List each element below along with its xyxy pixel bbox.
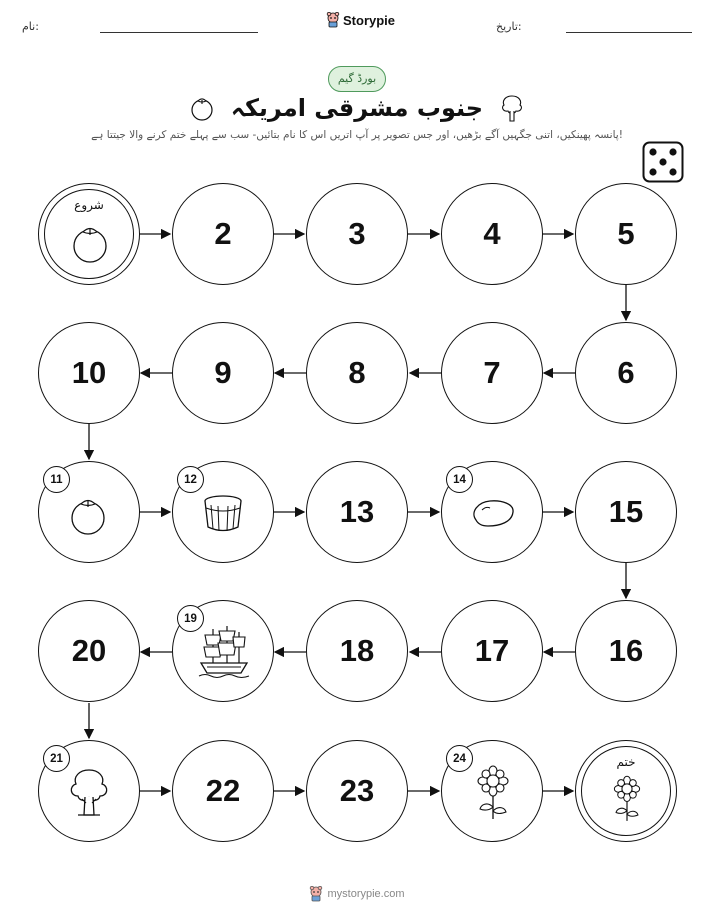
space-number: 3 — [348, 216, 366, 251]
page-title: جنوب مشرقی امریکہ — [230, 94, 484, 122]
peach-icon — [67, 492, 109, 536]
board-game-badge: بورڈ گیم — [328, 66, 386, 92]
space-number: 15 — [608, 494, 644, 529]
board-space — [575, 322, 677, 424]
name-line — [100, 32, 258, 33]
peanut-icon — [468, 496, 518, 530]
peach-icon — [189, 94, 215, 122]
space-number: 7 — [483, 355, 501, 390]
brand-logo — [326, 12, 395, 28]
board-space — [172, 183, 274, 285]
ship-icon — [197, 623, 251, 679]
start-label: شروع — [74, 198, 104, 212]
board-space — [441, 322, 543, 424]
storypie-mascot-icon — [309, 886, 323, 902]
dice-five-icon — [642, 141, 684, 183]
board-space — [38, 600, 140, 702]
brand-name: Storypie — [343, 12, 396, 28]
board-space — [441, 600, 543, 702]
space-number: 4 — [483, 216, 501, 251]
picture-space — [38, 461, 140, 563]
storypie-mascot-icon — [326, 12, 340, 28]
space-number: 9 — [214, 355, 232, 390]
name-label: نام: — [22, 20, 39, 33]
space-badge: 21 — [43, 745, 70, 772]
board-space — [306, 183, 408, 285]
start-space — [38, 183, 140, 285]
board-space — [306, 600, 408, 702]
picture-space — [441, 740, 543, 842]
picture-space — [441, 461, 543, 563]
footer-url[interactable]: mystorypie.com — [327, 888, 405, 900]
date-label: تاریخ: — [496, 20, 522, 33]
finish-label: ختم — [616, 755, 636, 769]
picture-space — [38, 740, 140, 842]
space-badge: 12 — [177, 466, 204, 493]
space-number: 10 — [71, 355, 107, 390]
drum-icon — [201, 494, 245, 534]
space-number: 8 — [348, 355, 366, 390]
space-number: 22 — [205, 773, 241, 808]
space-number: 17 — [474, 633, 510, 668]
space-badge: 11 — [43, 466, 70, 493]
finish-space — [575, 740, 677, 842]
space-badge: 19 — [177, 605, 204, 632]
board-space — [575, 461, 677, 563]
space-number: 5 — [617, 216, 635, 251]
sunflower-icon — [611, 775, 643, 823]
board-space — [306, 461, 408, 563]
space-number: 13 — [339, 494, 375, 529]
space-number: 6 — [617, 355, 635, 390]
oak-tree-icon — [499, 93, 525, 123]
space-number: 2 — [214, 216, 232, 251]
space-badge: 24 — [446, 745, 473, 772]
footer — [0, 886, 714, 902]
date-line — [566, 32, 692, 33]
picture-space — [172, 600, 274, 702]
board-space — [306, 322, 408, 424]
space-number: 20 — [71, 633, 107, 668]
board-space — [172, 322, 274, 424]
peach-icon — [69, 220, 111, 264]
board-space — [306, 740, 408, 842]
picture-space — [172, 461, 274, 563]
instructions: پانسہ پھینکیں، اتنی جگہیں آگے بڑھیں، اور جس تصویر پر آپ اتریں اس کا نام بتائیں- سب سے پہلے ختم کرنے والا جیتتا ہے! — [91, 129, 623, 141]
space-number: 23 — [339, 773, 375, 808]
oak-tree-icon — [66, 767, 112, 819]
board-space — [441, 183, 543, 285]
board-space — [172, 740, 274, 842]
space-number: 18 — [339, 633, 375, 668]
space-badge: 14 — [446, 466, 473, 493]
sunflower-icon — [474, 765, 512, 821]
board-space — [575, 183, 677, 285]
title-row — [0, 93, 714, 123]
board-space — [575, 600, 677, 702]
space-number: 16 — [608, 633, 644, 668]
board-space — [38, 322, 140, 424]
